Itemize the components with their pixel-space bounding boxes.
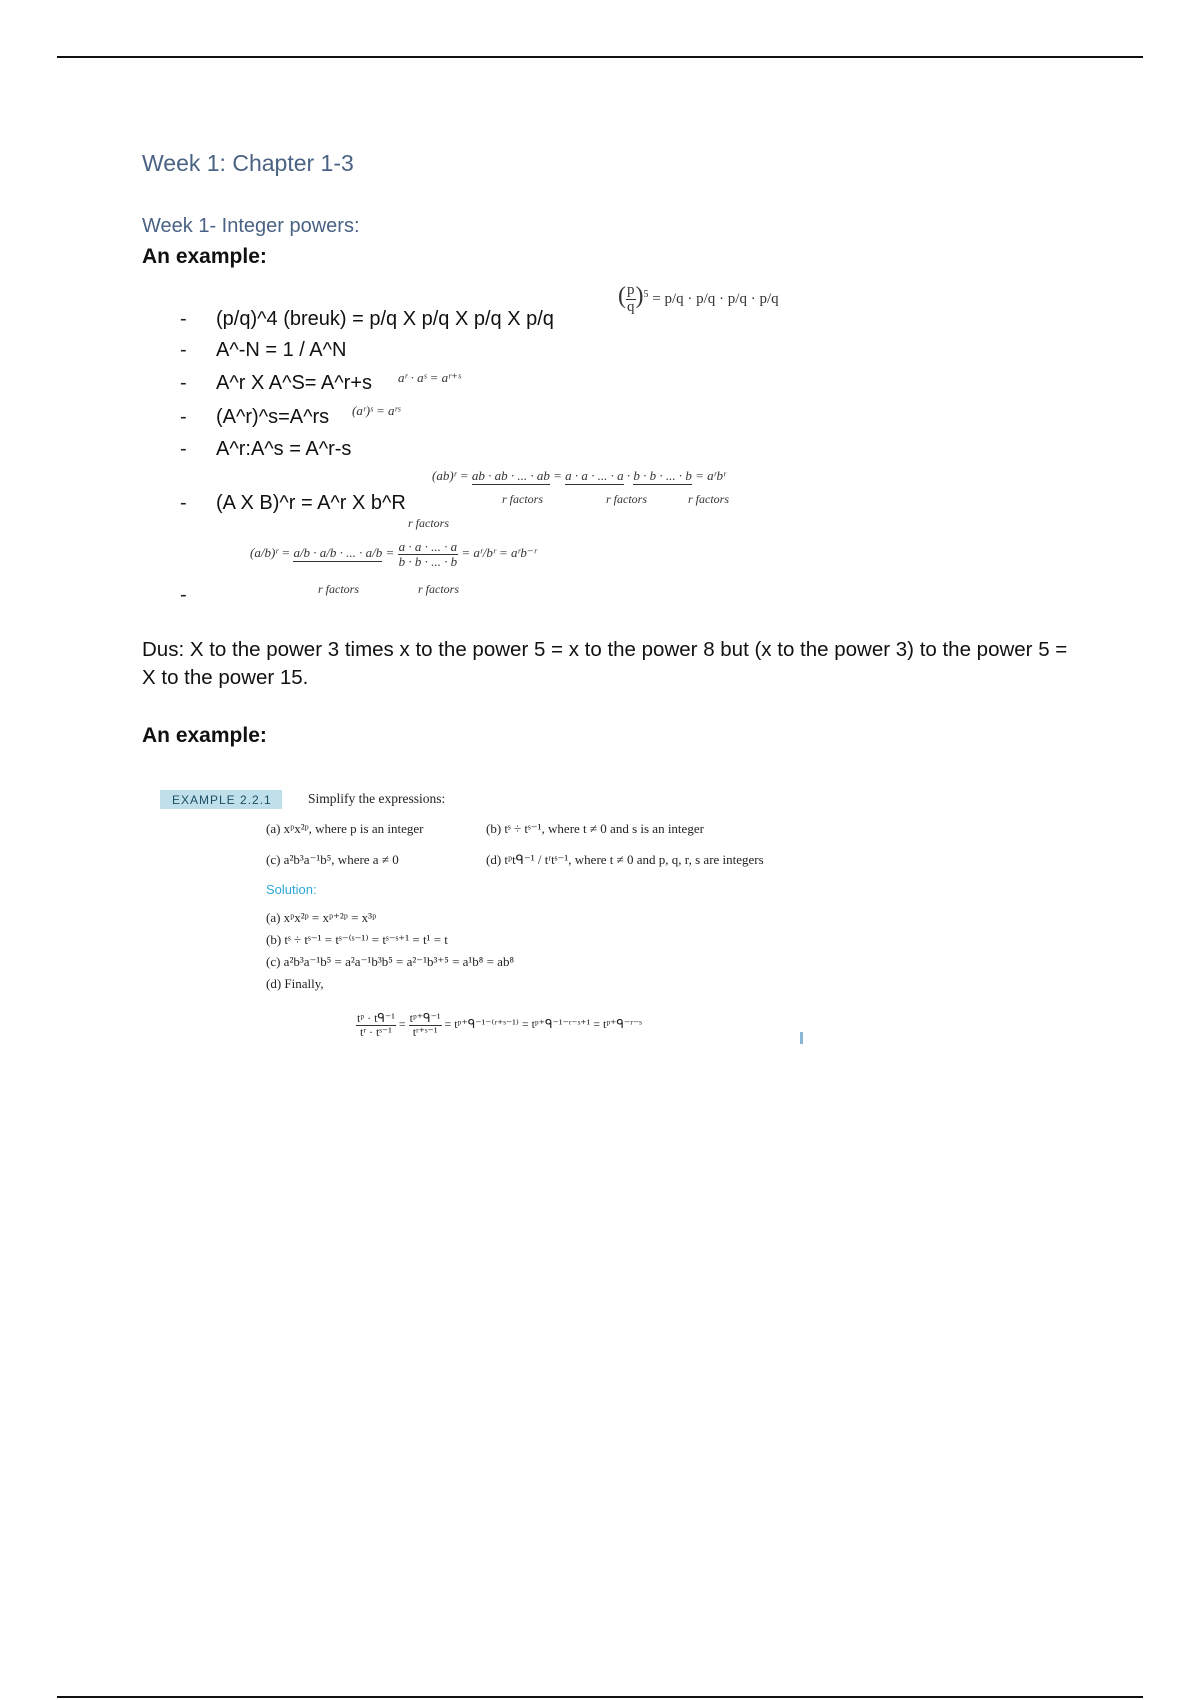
top-rule xyxy=(57,56,1143,58)
example-badge: EXAMPLE 2.2.1 xyxy=(160,790,282,809)
textbook-example xyxy=(160,790,800,1050)
formula-pq4-rhs: = p/q · p/q · p/q · p/q xyxy=(652,291,779,307)
list-item: - A^r:A^s = A^r-s xyxy=(180,438,352,460)
formula-product-rule: aʳ · aˢ = aʳ⁺ˢ xyxy=(398,370,461,385)
r-factors-label: r factors xyxy=(418,582,460,596)
formula-frac-terms: a/b · a/b · ... · a/b xyxy=(293,545,383,561)
example-label: An example: xyxy=(142,724,267,747)
list-item-text: (A X B)^r = A^r X b^R xyxy=(216,492,406,514)
solution-b: (b) tˢ ÷ tˢ⁻¹ = tˢ⁻⁽ˢ⁻¹⁾ = tˢ⁻ˢ⁺¹ = t¹ = t xyxy=(266,932,448,947)
section-heading: Week 1- Integer powers: xyxy=(142,215,360,237)
list-item: - A^-N = 1 / A^N xyxy=(180,339,347,361)
formula-a-terms: a · a · ... · a xyxy=(565,468,624,483)
r-factors-label: r factors xyxy=(408,516,450,530)
list-item-text: (p/q)^4 (breuk) = p/q X p/q X p/q X p/q xyxy=(216,308,554,330)
list-item-text: (A^r)^s=A^rs xyxy=(216,406,330,428)
list-item: - (p/q)^4 (breuk) = p/q X p/q X p/q X p/q xyxy=(180,308,554,330)
formula-ab-power: (ab)ʳ = ab · ab · ... · ab = a · a · ... · a · b · b · ... · b = aʳbʳ xyxy=(432,468,726,483)
formula-frac-num: a · a · ... · a xyxy=(398,539,458,554)
r-factors-label: r factors xyxy=(502,492,544,506)
explanation-paragraph: Dus: X to the power 3 times x to the power 5 = x to the power 8 but (x to the power 3) to the power 5 = X to the power 15. xyxy=(142,638,1068,689)
list-item: - A^r X A^S= A^r+s xyxy=(180,372,372,394)
final-mid-num: tᵖ⁺ᑫ⁻¹ xyxy=(409,1011,441,1025)
solution-c: (c) a²b³a⁻¹b⁵ = a²a⁻¹b³b⁵ = a²⁻¹b³⁺⁵ = a¹b⁸ = ab⁸ xyxy=(266,954,514,969)
exercise-d: (d) tᵖtᑫ⁻¹ / tʳtˢ⁻¹, where t ≠ 0 and p, q, r, s are integers xyxy=(486,852,764,867)
formula-frac-lhs: (a/b)ʳ = xyxy=(250,545,291,561)
exercise-b: (b) tˢ ÷ tˢ⁻¹, where t ≠ 0 and s is an integer xyxy=(486,821,704,836)
list-item: - xyxy=(180,584,187,606)
example-title: Simplify the expressions: xyxy=(308,791,446,806)
list-item: - (A X B)^r = A^r X b^R xyxy=(180,492,406,514)
solution-a: (a) xᵖx²ᵖ = xᵖ⁺²ᵖ = x³ᵖ xyxy=(266,910,377,925)
list-item-text: A^r:A^s = A^r-s xyxy=(216,438,352,460)
formula-frac-den: b · b · ... · b xyxy=(398,553,458,569)
formula-b-terms: b · b · ... · b xyxy=(633,468,692,483)
r-factors-label: r factors xyxy=(688,492,730,506)
formula-power-rule: (aʳ)ˢ = aʳˢ xyxy=(352,403,401,418)
formula-ab-lhs: (ab)ʳ = xyxy=(432,468,469,483)
page-title: Week 1: Chapter 1-3 xyxy=(142,150,354,176)
formula-ab-terms: ab · ab · ... · ab xyxy=(471,468,550,483)
final-mid-den: tʳ⁺ˢ⁻¹ xyxy=(412,1024,438,1039)
exercise-a: (a) xᵖx²ᵖ, where p is an integer xyxy=(266,821,424,836)
bottom-rule xyxy=(57,1696,1143,1698)
final-lhs-num: tᵖ · tᑫ⁻¹ xyxy=(357,1011,395,1025)
r-factors-label: r factors xyxy=(606,492,648,506)
formula-pq4: ( $\frac{p}{q}$ )$^5$ = p/q · p/q · p/q · p/q xyxy=(618,282,779,316)
solution-d: (d) Finally, xyxy=(266,976,324,991)
final-rhs: = tᵖ⁺ᑫ⁻¹⁻⁽ʳ⁺ˢ⁻¹⁾ = tᵖ⁺ᑫ⁻¹⁻ʳ⁻ˢ⁺¹ = tᵖ⁺ᑫ⁻ʳ⁻ˢ xyxy=(444,1016,642,1031)
formula-ab-result: = aʳbʳ xyxy=(695,468,726,483)
final-lhs-den: tʳ · tˢ⁻¹ xyxy=(360,1024,392,1039)
r-factors-label: r factors xyxy=(318,582,360,596)
list-item: - (A^r)^s=A^rs xyxy=(180,406,330,428)
example-label: An example: xyxy=(142,245,267,268)
exercise-c: (c) a²b³a⁻¹b⁵, where a ≠ 0 xyxy=(266,852,399,867)
text-cursor-icon xyxy=(800,1032,803,1044)
formula-frac-result: = aʳ/bʳ = aʳb⁻ʳ xyxy=(461,545,537,561)
formula-frac-power: (a/b)ʳ = a/b · a/b · ... · a/b = $\frac{a \cdot a \cdot ... \cdot a}{b \cdot b \cdot ... \cdot b}$ = aʳ/bʳ = aʳb⁻ʳ xyxy=(250,539,537,569)
list-item-text: A^-N = 1 / A^N xyxy=(216,339,347,361)
solution-label: Solution: xyxy=(266,882,317,897)
final-formula: $\frac{\text{tᵖ · tᑫ⁻¹}}{\text{tʳ · tˢ⁻¹}}$ = $\frac{\text{tᵖ⁺ᑫ⁻¹}}{\text{tʳ⁺ˢ⁻¹}}$ = tᵖ⁺ᑫ⁻¹⁻⁽ʳ⁺ˢ⁻¹⁾ = tᵖ⁺ᑫ⁻¹⁻ʳ⁻ˢ⁺¹ = tᵖ⁺ᑫ⁻ʳ⁻ˢ xyxy=(357,1011,642,1039)
list-item-text: A^r X A^S= A^r+s xyxy=(216,372,372,394)
